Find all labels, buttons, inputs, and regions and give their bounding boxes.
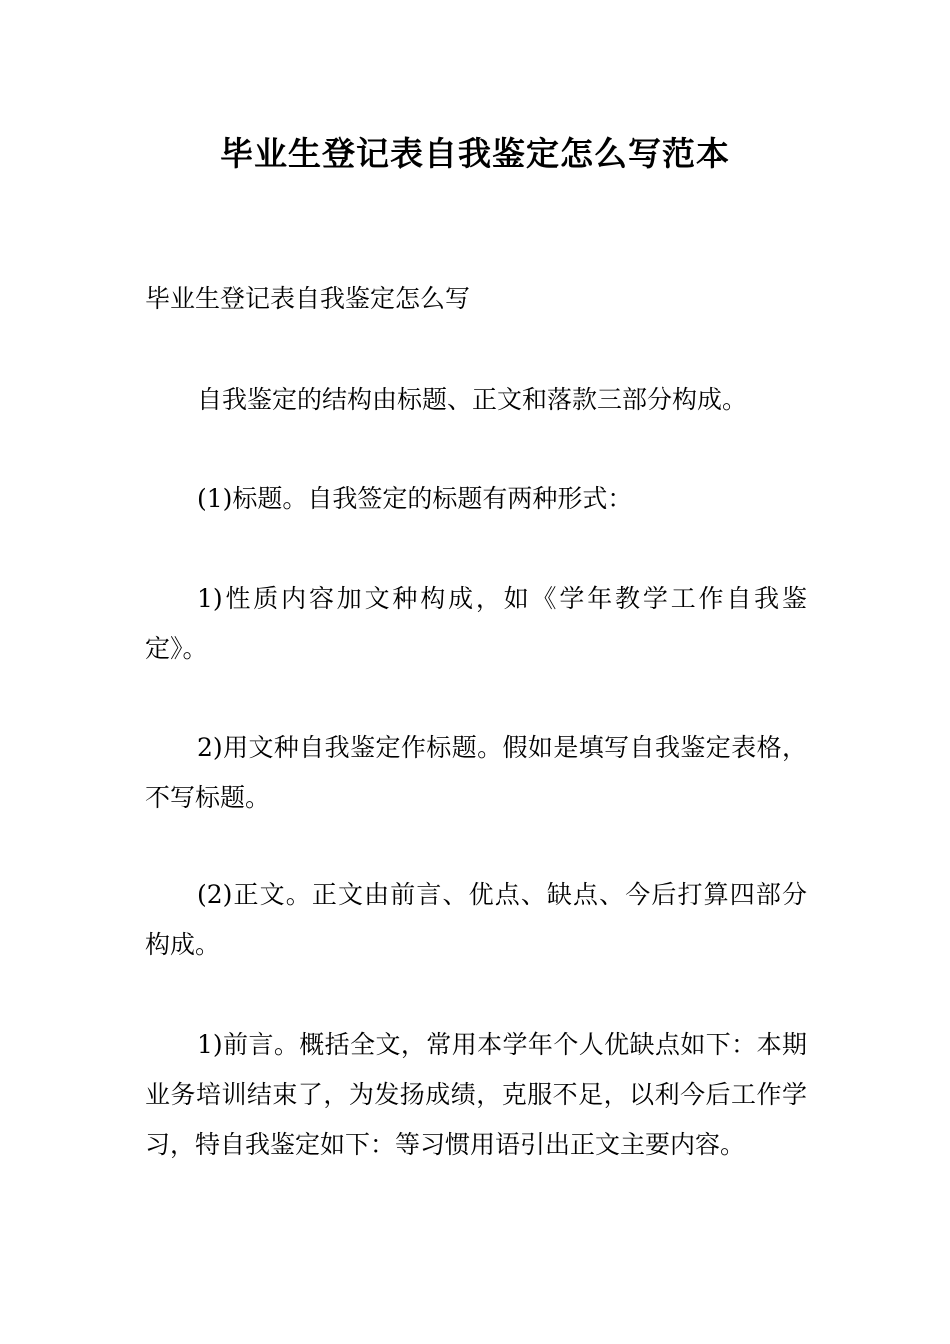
paragraph-title-form-1: 1)性质内容加文种构成，如《学年教学工作自我鉴定》。: [145, 584, 807, 663]
paragraph-body-section: (2)正文。正文由前言、优点、缺点、今后打算四部分构成。: [145, 880, 807, 959]
paragraph-title-section: (1)标题。自我签定的标题有两种形式：: [197, 484, 633, 513]
paragraph-preface: 1)前言。概括全文，常用本学年个人优缺点如下：本期业务培训结束了，为发扬成绩，克服不足，以利今后工作学习，特自我鉴定如下：等习惯用语引出正文主要内容。: [145, 1030, 807, 1159]
paragraph-structure: 自我鉴定的结构由标题、正文和落款三部分构成。: [197, 385, 748, 414]
paragraph-subtitle: 毕业生登记表自我鉴定怎么写: [145, 284, 471, 313]
paragraph-title-form-2: 2)用文种自我鉴定作标题。假如是填写自我鉴定表格，不写标题。: [145, 733, 807, 812]
document-title: 毕业生登记表自我鉴定怎么写范本: [220, 134, 730, 173]
